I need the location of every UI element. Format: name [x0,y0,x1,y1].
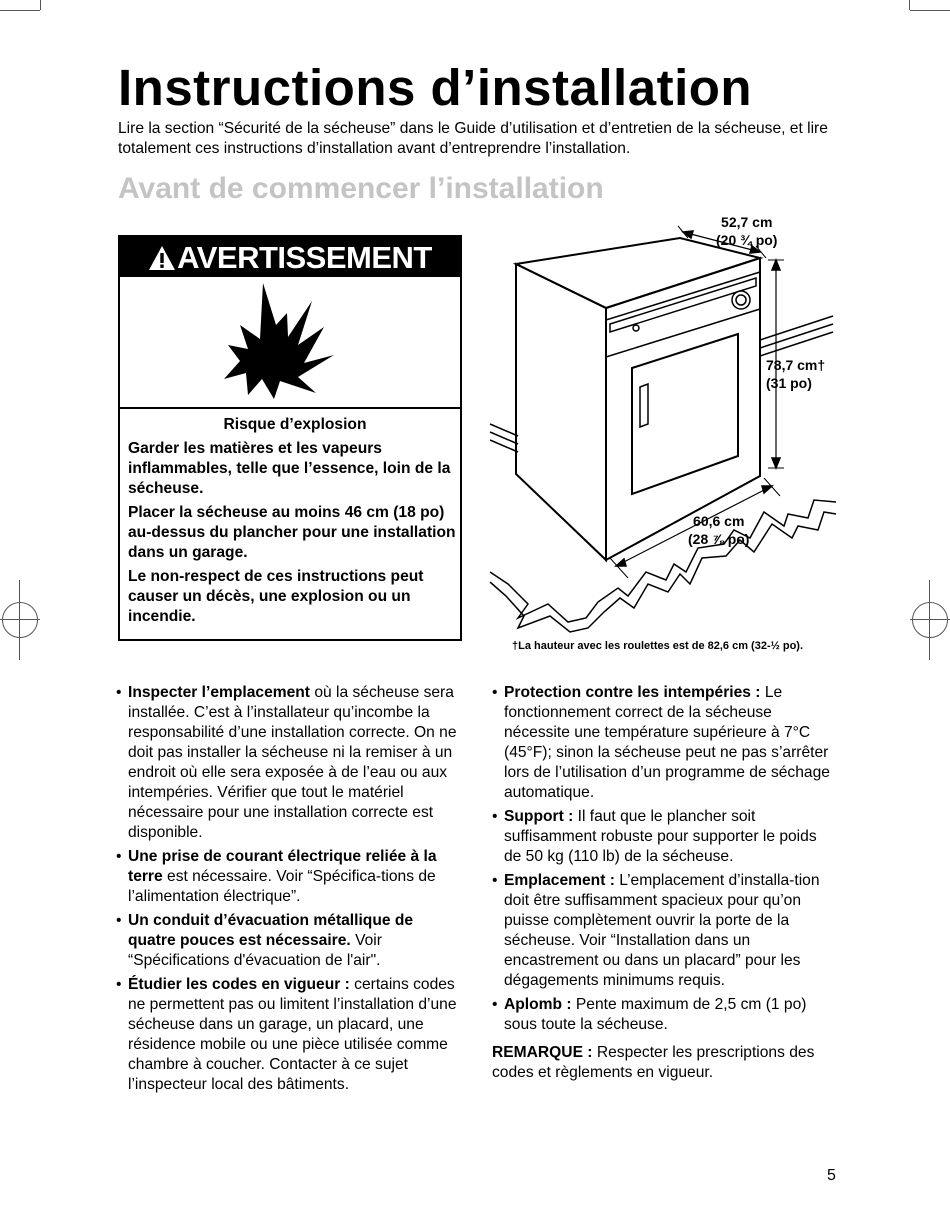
list-item: • Aplomb : Pente maximum de 2,5 cm (1 po) sous toute la sécheuse. [492,996,807,1033]
list-item: • Étudier les codes en vigueur : certains codes ne permettent pas ou limitent l’installation d’une sécheuse dans un garage, un placard, une résidence mobile ou une pièce utilisée comme chambre à coucher. Contacter à ce sujet l’inspecteur local des bâtiments. [116,976,457,1093]
warning-header-label: AVERTISSEMENT [177,240,432,275]
list-item: • Protection contre les intempéries : Le fonctionnement correct de la sécheuse nécessite une température supérieure à 7°C (45°F); sinon la sécheuse peut ne pas s’arrêter lors de l’utilisation d’un programme de séchage automatique. [492,684,830,801]
dryer-dimensions-figure [488,212,838,642]
warning-triangle-icon [148,245,176,271]
warning-paragraph: Garder les matières et les vapeurs inflammables, telle que l’essence, loin de la sécheuse. [128,440,451,497]
left-column [116,683,464,1099]
warning-text [128,415,462,631]
warning-paragraph: Le non-respect de ces instructions peut causer un décès, une explosion ou un incendie. [128,568,424,625]
width-dimension-label: 60,6 cm (28 ⅞ po) [688,513,750,547]
warning-risk-title: Risque d’explosion [223,416,367,433]
registration-mark-right [912,602,948,638]
page-number: 5 [827,1167,836,1184]
explosion-icon-area [120,277,460,409]
dryer-illustration [488,212,838,642]
list-item: • Inspecter l’emplacement où la sécheuse sera installée. C’est à l’installateur qu’incombe la responsabilité d’une installation correcte. On ne doit pas installer la sécheuse ni la remiser à un endroit où elle sera exposée à de l’eau ou aux intempéries. Vérifier que tout le matériel nécessaire pour une installation correcte est disponible. [116,684,457,841]
registration-mark-left [2,602,38,638]
warning-header [120,237,460,277]
intro-paragraph: Lire la section “Sécurité de la sécheuse” dans le Guide d’utilisation et d’entretien de la sécheuse, et lire totalement ces instructions d’installation avant d’entreprendre l’installation. [118,120,828,157]
page-title: Instructions d’installation [118,59,753,116]
right-column [492,683,834,1083]
list-item: • Emplacement : L’emplacement d’installa-tion doit être suffisamment spacieux pour qu’on puisse complètement ouvrir la porte de la sécheuse. Voir “Installation dans un encastrement ou dans un placard” pour les dégagements minimums requis. [492,872,820,989]
warning-box [118,235,462,641]
list-item: • Support : Il faut que le plancher soit suffisamment robuste pour supporter le poids de 50 kg (110 lb) de la sécheuse. [492,808,817,865]
list-item: • Un conduit d’évacuation métallique de quatre pouces est nécessaire. Voir “Spécifications d'évacuation de l'air". [116,912,414,969]
height-dimension-label: 78,7 cm† (31 po) [766,357,826,391]
figure-footnote: †La hauteur avec les roulettes est de 82,6 cm (32-½ po). [512,640,804,652]
list-item: • Une prise de courant électrique reliée à la terre est nécessaire. Voir “Spécifica-tions de l’alimentation électrique”. [116,848,437,905]
warning-paragraph: Placer la sécheuse au moins 46 cm (18 po) au-dessus du plancher pour une installation dans un garage. [128,504,456,561]
section-subtitle: Avant de commencer l’installation [118,172,604,205]
note-paragraph: REMARQUE : Respecter les prescriptions des codes et règlements en vigueur. [492,1044,815,1081]
depth-dimension-label: 52,7 cm (20 ¾ po) [716,214,778,248]
explosion-icon [120,277,464,407]
